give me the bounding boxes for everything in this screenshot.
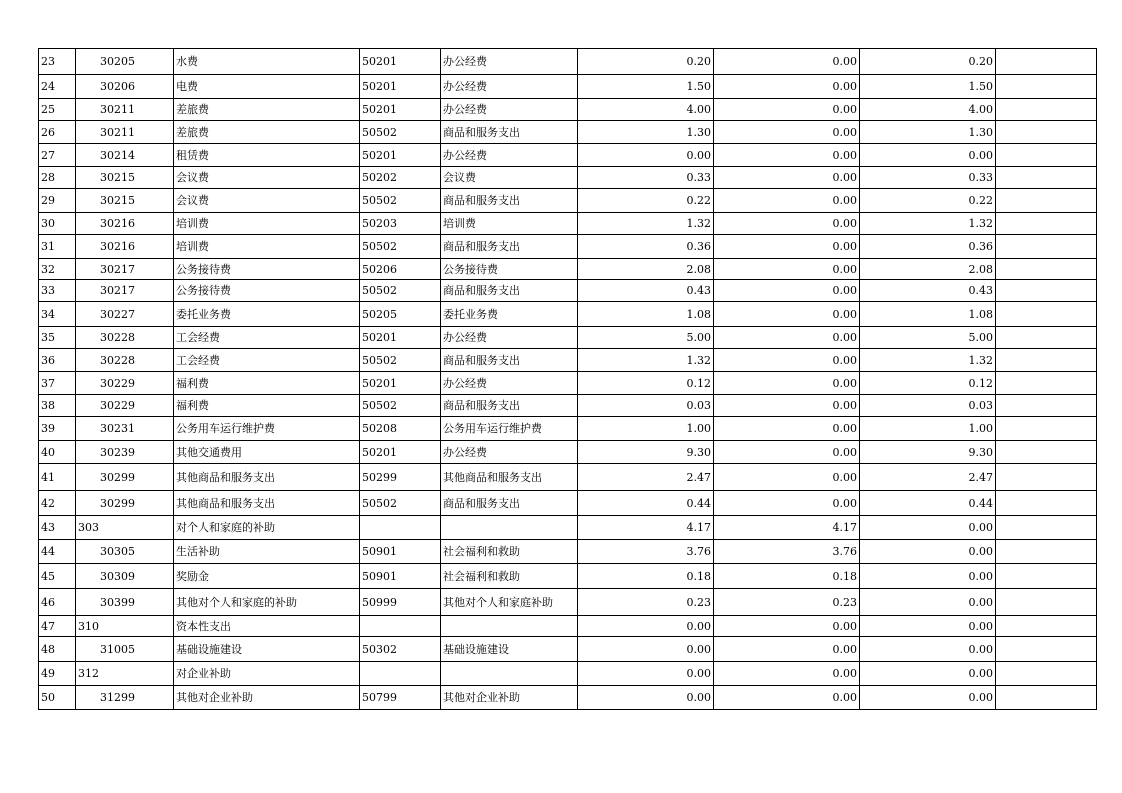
total-amount-cell: 2.08 [578,259,714,280]
personnel-amount-cell: 0.00 [714,372,860,395]
economic-name-cell: 对个人和家庭的补助 [174,516,360,540]
function-name-cell: 公务用车运行维护费 [441,417,578,441]
economic-code-cell: 30205 [76,49,174,75]
function-name-cell: 商品和服务支出 [441,491,578,516]
row-number-cell: 26 [39,121,76,144]
empty-cell [996,213,1097,235]
function-name-cell: 办公经费 [441,99,578,121]
public-amount-cell: 0.22 [860,189,996,213]
personnel-amount-cell: 0.00 [714,637,860,662]
economic-code-cell: 30206 [76,75,174,99]
economic-code-cell: 30217 [76,259,174,280]
total-amount-cell: 1.50 [578,75,714,99]
table-body [39,49,1097,710]
empty-cell [996,662,1097,686]
empty-cell [996,75,1097,99]
economic-name-cell: 差旅费 [174,121,360,144]
empty-cell [996,441,1097,464]
empty-cell [996,167,1097,189]
row-number-cell: 23 [39,49,76,75]
personnel-amount-cell: 0.00 [714,167,860,189]
public-amount-cell: 0.00 [860,144,996,167]
economic-name-cell: 工会经费 [174,327,360,349]
public-amount-cell: 0.00 [860,686,996,710]
function-name-cell: 委托业务费 [441,302,578,327]
function-code-cell: 50205 [360,302,441,327]
personnel-amount-cell: 0.00 [714,417,860,441]
row-number-cell: 33 [39,280,76,302]
total-amount-cell: 5.00 [578,327,714,349]
function-name-cell: 办公经费 [441,144,578,167]
total-amount-cell: 0.00 [578,686,714,710]
empty-cell [996,327,1097,349]
economic-code-cell: 31299 [76,686,174,710]
table-row [39,395,1097,417]
personnel-amount-cell: 0.00 [714,464,860,491]
empty-cell [996,637,1097,662]
empty-cell [996,417,1097,441]
personnel-amount-cell: 0.00 [714,99,860,121]
function-name-cell [441,516,578,540]
empty-cell [996,686,1097,710]
total-amount-cell: 0.20 [578,49,714,75]
public-amount-cell: 0.00 [860,540,996,564]
row-number-cell: 45 [39,564,76,589]
row-number-cell: 38 [39,395,76,417]
table-row [39,144,1097,167]
personnel-amount-cell: 0.00 [714,235,860,259]
row-number-cell: 30 [39,213,76,235]
economic-code-cell: 310 [76,616,174,637]
economic-name-cell: 福利费 [174,372,360,395]
row-number-cell: 36 [39,349,76,372]
economic-code-cell: 30228 [76,327,174,349]
total-amount-cell: 4.17 [578,516,714,540]
economic-name-cell: 福利费 [174,395,360,417]
row-number-cell: 29 [39,189,76,213]
economic-name-cell: 公务接待费 [174,280,360,302]
table-row [39,491,1097,516]
empty-cell [996,99,1097,121]
table-row [39,417,1097,441]
economic-name-cell: 会议费 [174,167,360,189]
table-row [39,75,1097,99]
economic-code-cell: 30228 [76,349,174,372]
function-name-cell: 商品和服务支出 [441,280,578,302]
total-amount-cell: 0.18 [578,564,714,589]
personnel-amount-cell: 0.00 [714,686,860,710]
economic-code-cell: 30211 [76,121,174,144]
table-row [39,464,1097,491]
public-amount-cell: 0.00 [860,516,996,540]
function-name-cell: 公务接待费 [441,259,578,280]
public-amount-cell: 5.00 [860,327,996,349]
total-amount-cell: 1.32 [578,213,714,235]
table-row [39,302,1097,327]
economic-name-cell: 租赁费 [174,144,360,167]
function-name-cell [441,616,578,637]
table-row [39,540,1097,564]
function-code-cell: 50201 [360,99,441,121]
personnel-amount-cell: 0.00 [714,441,860,464]
personnel-amount-cell: 0.00 [714,302,860,327]
public-amount-cell: 0.43 [860,280,996,302]
empty-cell [996,616,1097,637]
personnel-amount-cell: 0.00 [714,395,860,417]
economic-name-cell: 其他对个人和家庭的补助 [174,589,360,616]
economic-name-cell: 对企业补助 [174,662,360,686]
economic-name-cell: 工会经费 [174,349,360,372]
personnel-amount-cell: 0.23 [714,589,860,616]
table-row [39,616,1097,637]
public-amount-cell: 1.00 [860,417,996,441]
function-code-cell: 50201 [360,75,441,99]
table-row [39,49,1097,75]
economic-name-cell: 委托业务费 [174,302,360,327]
economic-code-cell: 30216 [76,213,174,235]
function-code-cell: 50201 [360,441,441,464]
personnel-amount-cell: 0.00 [714,662,860,686]
public-amount-cell: 0.44 [860,491,996,516]
function-name-cell: 商品和服务支出 [441,121,578,144]
empty-cell [996,540,1097,564]
public-amount-cell: 0.12 [860,372,996,395]
personnel-amount-cell: 0.00 [714,349,860,372]
table-row [39,441,1097,464]
function-code-cell: 50203 [360,213,441,235]
public-amount-cell: 4.00 [860,99,996,121]
economic-code-cell: 30229 [76,372,174,395]
row-number-cell: 40 [39,441,76,464]
empty-cell [996,144,1097,167]
economic-code-cell: 30299 [76,491,174,516]
function-name-cell: 办公经费 [441,49,578,75]
function-code-cell: 50206 [360,259,441,280]
table-row [39,516,1097,540]
public-amount-cell: 0.00 [860,589,996,616]
table-row [39,280,1097,302]
personnel-amount-cell: 0.00 [714,121,860,144]
row-number-cell: 27 [39,144,76,167]
economic-code-cell: 30214 [76,144,174,167]
total-amount-cell: 0.12 [578,372,714,395]
personnel-amount-cell: 3.76 [714,540,860,564]
economic-name-cell: 其他商品和服务支出 [174,491,360,516]
economic-name-cell: 其他对企业补助 [174,686,360,710]
row-number-cell: 28 [39,167,76,189]
economic-code-cell: 30309 [76,564,174,589]
economic-code-cell: 30299 [76,464,174,491]
row-number-cell: 50 [39,686,76,710]
economic-code-cell: 312 [76,662,174,686]
public-amount-cell: 0.00 [860,662,996,686]
table-row [39,235,1097,259]
table-row [39,372,1097,395]
function-name-cell: 办公经费 [441,75,578,99]
table-row [39,564,1097,589]
total-amount-cell: 0.00 [578,144,714,167]
personnel-amount-cell: 0.00 [714,49,860,75]
public-amount-cell: 0.00 [860,637,996,662]
empty-cell [996,280,1097,302]
function-code-cell: 50201 [360,327,441,349]
row-number-cell: 37 [39,372,76,395]
row-number-cell: 48 [39,637,76,662]
economic-name-cell: 奖励金 [174,564,360,589]
row-number-cell: 46 [39,589,76,616]
empty-cell [996,516,1097,540]
total-amount-cell: 0.36 [578,235,714,259]
table-row [39,213,1097,235]
empty-cell [996,589,1097,616]
total-amount-cell: 0.22 [578,189,714,213]
economic-name-cell: 基础设施建设 [174,637,360,662]
total-amount-cell: 0.03 [578,395,714,417]
economic-code-cell: 30216 [76,235,174,259]
public-amount-cell: 1.30 [860,121,996,144]
personnel-amount-cell: 0.00 [714,213,860,235]
table-row [39,99,1097,121]
function-code-cell [360,616,441,637]
function-name-cell: 其他商品和服务支出 [441,464,578,491]
function-name-cell: 社会福利和救助 [441,564,578,589]
public-amount-cell: 0.36 [860,235,996,259]
empty-cell [996,121,1097,144]
economic-code-cell: 30239 [76,441,174,464]
total-amount-cell: 0.33 [578,167,714,189]
function-code-cell: 50299 [360,464,441,491]
economic-code-cell: 30227 [76,302,174,327]
table-row [39,637,1097,662]
function-name-cell: 会议费 [441,167,578,189]
function-code-cell: 50799 [360,686,441,710]
public-amount-cell: 1.50 [860,75,996,99]
row-number-cell: 41 [39,464,76,491]
economic-code-cell: 31005 [76,637,174,662]
public-amount-cell: 0.33 [860,167,996,189]
empty-cell [996,235,1097,259]
empty-cell [996,349,1097,372]
function-name-cell: 商品和服务支出 [441,235,578,259]
function-name-cell: 其他对企业补助 [441,686,578,710]
total-amount-cell: 1.30 [578,121,714,144]
economic-name-cell: 其他交通费用 [174,441,360,464]
table-row [39,259,1097,280]
personnel-amount-cell: 0.00 [714,280,860,302]
empty-cell [996,259,1097,280]
public-amount-cell: 2.47 [860,464,996,491]
function-name-cell: 基础设施建设 [441,637,578,662]
function-code-cell: 50502 [360,491,441,516]
economic-code-cell: 303 [76,516,174,540]
economic-code-cell: 30229 [76,395,174,417]
row-number-cell: 35 [39,327,76,349]
economic-name-cell: 电费 [174,75,360,99]
function-code-cell: 50202 [360,167,441,189]
economic-name-cell: 公务用车运行维护费 [174,417,360,441]
public-amount-cell: 0.00 [860,564,996,589]
table-row [39,167,1097,189]
table-row [39,662,1097,686]
personnel-amount-cell: 0.00 [714,144,860,167]
economic-name-cell: 会议费 [174,189,360,213]
function-code-cell [360,662,441,686]
function-name-cell: 其他对个人和家庭补助 [441,589,578,616]
economic-name-cell: 培训费 [174,235,360,259]
total-amount-cell: 0.44 [578,491,714,516]
row-number-cell: 24 [39,75,76,99]
public-amount-cell: 0.00 [860,616,996,637]
public-amount-cell: 1.08 [860,302,996,327]
function-code-cell: 50502 [360,189,441,213]
table-row [39,327,1097,349]
function-code-cell: 50502 [360,121,441,144]
total-amount-cell: 0.43 [578,280,714,302]
table-row [39,686,1097,710]
function-code-cell: 50201 [360,49,441,75]
personnel-amount-cell: 0.18 [714,564,860,589]
function-code-cell: 50999 [360,589,441,616]
empty-cell [996,302,1097,327]
empty-cell [996,49,1097,75]
function-name-cell: 办公经费 [441,327,578,349]
economic-code-cell: 30215 [76,167,174,189]
row-number-cell: 34 [39,302,76,327]
public-amount-cell: 0.03 [860,395,996,417]
row-number-cell: 44 [39,540,76,564]
table-row [39,121,1097,144]
personnel-amount-cell: 0.00 [714,75,860,99]
function-code-cell: 50502 [360,349,441,372]
economic-name-cell: 差旅费 [174,99,360,121]
function-code-cell: 50502 [360,395,441,417]
empty-cell [996,564,1097,589]
economic-name-cell: 水费 [174,49,360,75]
empty-cell [996,464,1097,491]
function-name-cell: 商品和服务支出 [441,395,578,417]
function-code-cell: 50502 [360,280,441,302]
total-amount-cell: 3.76 [578,540,714,564]
row-number-cell: 31 [39,235,76,259]
function-code-cell: 50302 [360,637,441,662]
function-name-cell: 商品和服务支出 [441,189,578,213]
function-name-cell: 办公经费 [441,372,578,395]
economic-code-cell: 30305 [76,540,174,564]
row-number-cell: 47 [39,616,76,637]
personnel-amount-cell: 4.17 [714,516,860,540]
function-code-cell: 50502 [360,235,441,259]
function-code-cell: 50201 [360,372,441,395]
empty-cell [996,491,1097,516]
personnel-amount-cell: 0.00 [714,189,860,213]
total-amount-cell: 9.30 [578,441,714,464]
public-amount-cell: 9.30 [860,441,996,464]
total-amount-cell: 1.00 [578,417,714,441]
economic-name-cell: 培训费 [174,213,360,235]
function-code-cell: 50901 [360,540,441,564]
public-amount-cell: 1.32 [860,213,996,235]
function-name-cell: 办公经费 [441,441,578,464]
total-amount-cell: 0.00 [578,637,714,662]
total-amount-cell: 0.00 [578,616,714,637]
row-number-cell: 25 [39,99,76,121]
function-code-cell [360,516,441,540]
function-code-cell: 50901 [360,564,441,589]
function-code-cell: 50201 [360,144,441,167]
public-amount-cell: 1.32 [860,349,996,372]
function-name-cell: 商品和服务支出 [441,349,578,372]
public-amount-cell: 2.08 [860,259,996,280]
function-name-cell: 培训费 [441,213,578,235]
economic-code-cell: 30399 [76,589,174,616]
public-amount-cell: 0.20 [860,49,996,75]
total-amount-cell: 2.47 [578,464,714,491]
total-amount-cell: 4.00 [578,99,714,121]
empty-cell [996,395,1097,417]
personnel-amount-cell: 0.00 [714,616,860,637]
empty-cell [996,372,1097,395]
economic-code-cell: 30215 [76,189,174,213]
total-amount-cell: 0.00 [578,662,714,686]
function-name-cell [441,662,578,686]
personnel-amount-cell: 0.00 [714,491,860,516]
function-code-cell: 50208 [360,417,441,441]
function-name-cell: 社会福利和救助 [441,540,578,564]
total-amount-cell: 1.32 [578,349,714,372]
economic-name-cell: 公务接待费 [174,259,360,280]
total-amount-cell: 1.08 [578,302,714,327]
table-row [39,189,1097,213]
row-number-cell: 42 [39,491,76,516]
budget-table [38,48,1097,710]
row-number-cell: 39 [39,417,76,441]
economic-code-cell: 30231 [76,417,174,441]
table-row [39,589,1097,616]
table-row [39,349,1097,372]
economic-name-cell: 生活补助 [174,540,360,564]
economic-name-cell: 其他商品和服务支出 [174,464,360,491]
empty-cell [996,189,1097,213]
row-number-cell: 49 [39,662,76,686]
economic-code-cell: 30217 [76,280,174,302]
row-number-cell: 43 [39,516,76,540]
row-number-cell: 32 [39,259,76,280]
personnel-amount-cell: 0.00 [714,259,860,280]
economic-code-cell: 30211 [76,99,174,121]
total-amount-cell: 0.23 [578,589,714,616]
personnel-amount-cell: 0.00 [714,327,860,349]
economic-name-cell: 资本性支出 [174,616,360,637]
